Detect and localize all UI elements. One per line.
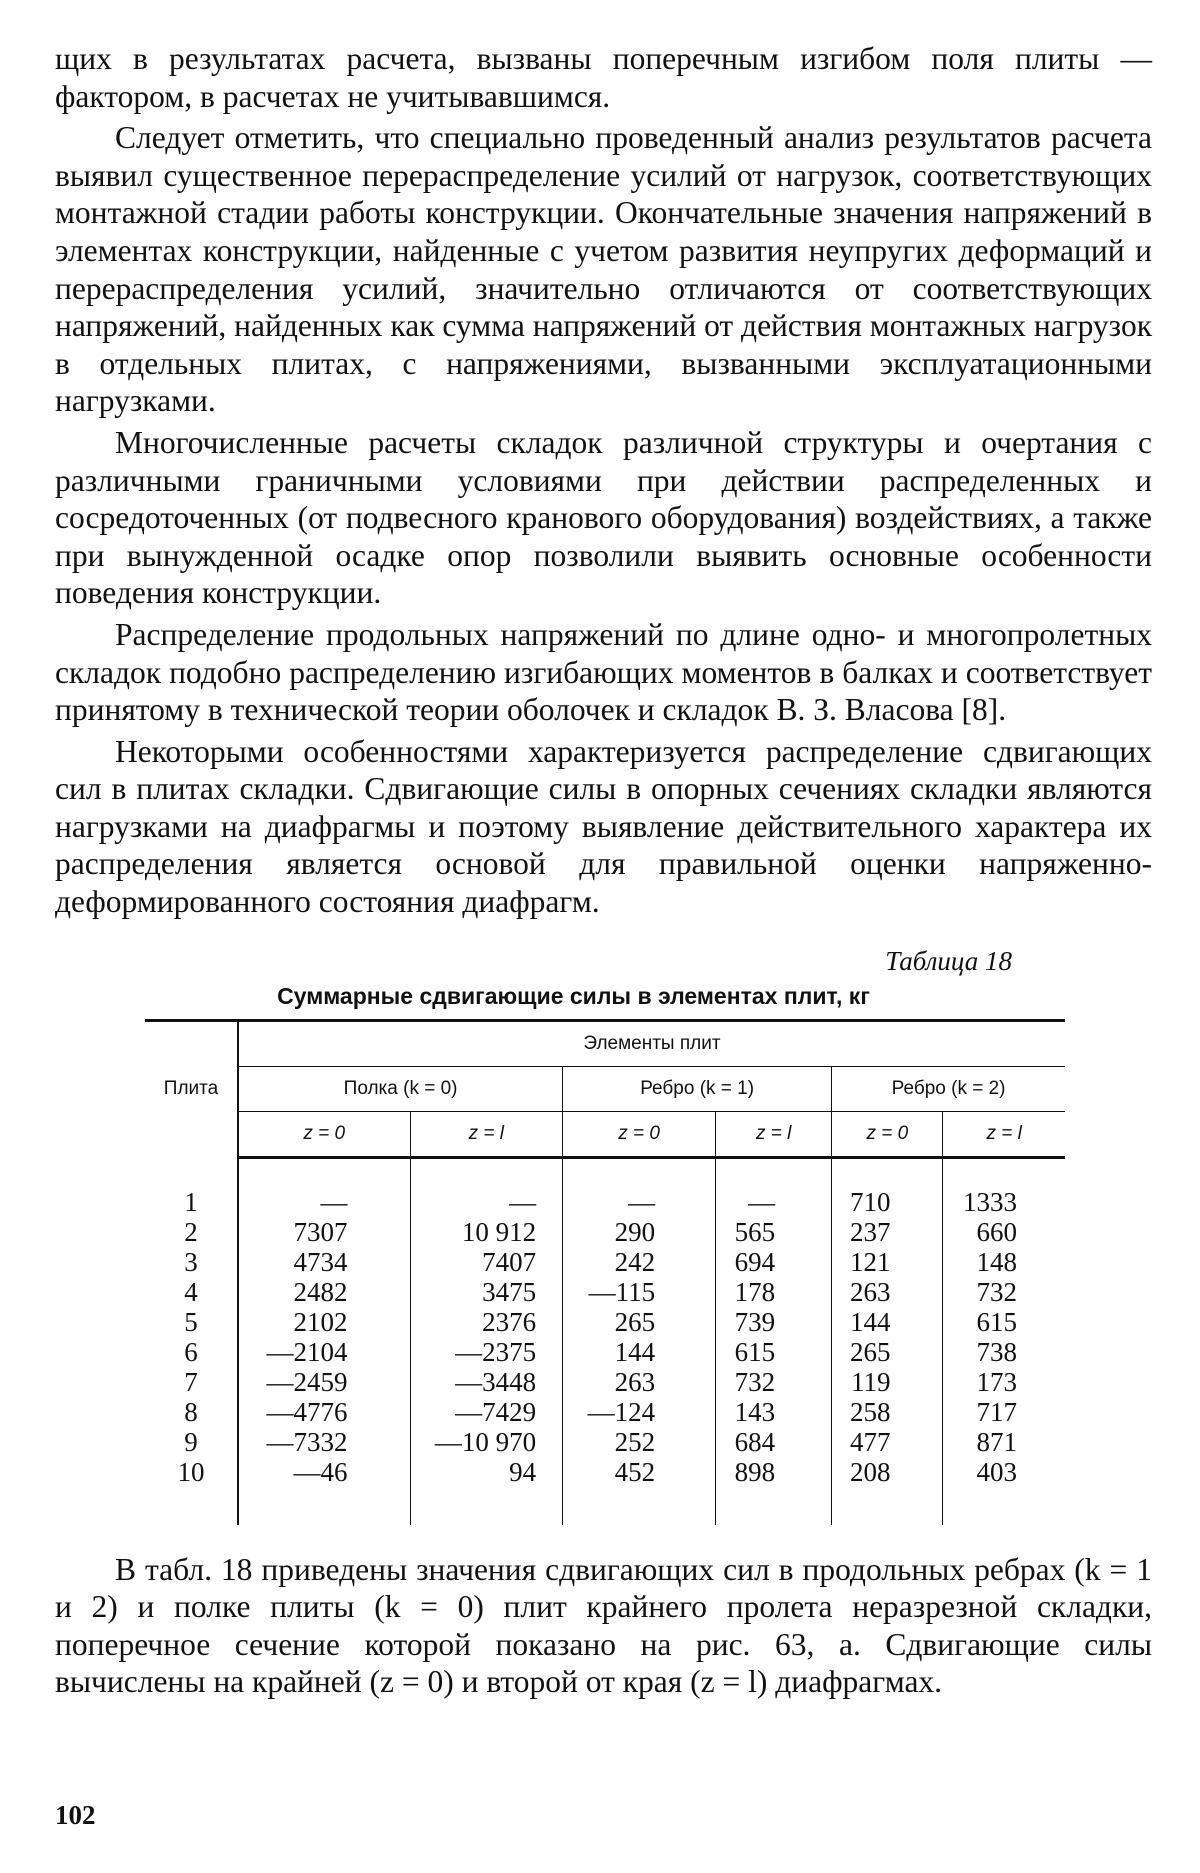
table-row bbox=[145, 1367, 1065, 1397]
value-cell: 242 bbox=[563, 1247, 716, 1277]
subheader-cell: z = l bbox=[716, 1111, 832, 1157]
subheader-cell: z = 0 bbox=[238, 1111, 410, 1157]
value-cell: 265 bbox=[563, 1307, 716, 1337]
value-cell: 717 bbox=[943, 1397, 1065, 1427]
value-cell: —46 bbox=[293, 1456, 348, 1487]
row-number-cell: 2 bbox=[145, 1217, 238, 1247]
value-cell: 178 bbox=[716, 1277, 832, 1307]
value-cell: 615 bbox=[943, 1307, 1065, 1337]
value-cell: 237 bbox=[832, 1217, 943, 1247]
value-cell: 144 bbox=[563, 1337, 716, 1367]
value-cell: —115 bbox=[563, 1277, 716, 1307]
value-cell: 143 bbox=[716, 1397, 832, 1427]
subheader-cell: z = 0 bbox=[563, 1111, 716, 1157]
column-header-plita: Плита bbox=[145, 1020, 238, 1157]
paragraph-4: Распределение продольных напряжений по длине одно- и многопролетных складок подобно распределению изгибающих моментов в балках и соответствует принятому в технической теории оболочек и складок В. З. Власова [8]. bbox=[55, 616, 1152, 728]
value-cell: 738 bbox=[943, 1337, 1065, 1367]
value-cell: 898 bbox=[716, 1457, 832, 1487]
table-title: Суммарные сдвигающие силы в элементах плит, кг bbox=[277, 982, 870, 1009]
subheader-cell: z = l bbox=[410, 1111, 563, 1157]
value-cell: 2482 bbox=[293, 1276, 348, 1307]
value-cell: 871 bbox=[943, 1427, 1065, 1457]
value-cell: 144 bbox=[832, 1307, 943, 1337]
value-cell: 252 bbox=[563, 1427, 716, 1457]
value-cell: 694 bbox=[716, 1247, 832, 1277]
value-cell: 4734 bbox=[293, 1246, 348, 1277]
table-row bbox=[145, 1337, 1065, 1367]
value-cell: — bbox=[320, 1186, 348, 1217]
value-cell: —2459 bbox=[266, 1366, 348, 1397]
value-cell: —2104 bbox=[266, 1336, 348, 1367]
row-number-cell: 3 bbox=[145, 1247, 238, 1277]
row-number-cell: 5 bbox=[145, 1307, 238, 1337]
table-spacer bbox=[145, 1487, 1065, 1525]
table-row bbox=[145, 1277, 1065, 1307]
value-cell: 3475 bbox=[410, 1277, 563, 1307]
row-number-cell: 10 bbox=[145, 1457, 238, 1487]
value-cell: 258 bbox=[832, 1397, 943, 1427]
value-cell: 265 bbox=[832, 1337, 943, 1367]
value-cell: 565 bbox=[716, 1217, 832, 1247]
value-cell: 290 bbox=[563, 1217, 716, 1247]
table-row bbox=[145, 1247, 1065, 1277]
row-number-cell: 6 bbox=[145, 1337, 238, 1367]
value-cell: 7407 bbox=[410, 1247, 563, 1277]
value-cell: 208 bbox=[832, 1457, 943, 1487]
value-cell: —10 970 bbox=[410, 1427, 563, 1457]
value-cell: — bbox=[716, 1187, 832, 1217]
paragraph-5: Некоторыми особенностями характеризуется распределение сдвигающих сил в плитах складки. Сдвигающие силы в опорных сечениях складки являются нагрузками на диафрагмы и поэтому выявление действительного характера их распределения является основой для правильной оценки напряженно-деформированного состояния диафрагм. bbox=[55, 733, 1152, 920]
value-cell: 7307 bbox=[293, 1216, 348, 1247]
value-cell: —124 bbox=[563, 1397, 716, 1427]
value-cell: —7429 bbox=[410, 1397, 563, 1427]
row-number-cell: 8 bbox=[145, 1397, 238, 1427]
table-row bbox=[145, 1217, 1065, 1247]
value-cell: —2375 bbox=[410, 1337, 563, 1367]
row-number-cell: 4 bbox=[145, 1277, 238, 1307]
row-number-cell: 9 bbox=[145, 1427, 238, 1457]
value-cell: —7332 bbox=[266, 1426, 348, 1457]
subheader-cell: z = l bbox=[943, 1111, 1065, 1157]
value-cell: 121 bbox=[832, 1247, 943, 1277]
group-header-elements: Элементы плит bbox=[238, 1020, 1065, 1066]
value-cell: 2102 bbox=[293, 1306, 348, 1337]
row-number-cell: 1 bbox=[145, 1187, 238, 1217]
table-row bbox=[145, 1187, 1065, 1217]
value-cell: 119 bbox=[832, 1367, 943, 1397]
value-cell: 1333 bbox=[943, 1187, 1065, 1217]
table-caption: Таблица 18 bbox=[885, 945, 1012, 976]
value-cell: 615 bbox=[716, 1337, 832, 1367]
table-body bbox=[145, 1157, 1065, 1525]
value-cell: 173 bbox=[943, 1367, 1065, 1397]
paragraph-after-table: В табл. 18 приведены значения сдвигающих сил в продольных ребрах (k = 1 и 2) и полке плиты (k = 0) плит крайнего пролета неразрезной складки, поперечное сечение которой показано на рис. 63, а. Сдвигающие силы вычислены на крайней (z = 0) и второй от края (z = l) диафрагмах. bbox=[55, 1551, 1152, 1700]
group-header-polka: Полка (k = 0) bbox=[238, 1066, 563, 1111]
value-cell: —4776 bbox=[266, 1396, 348, 1427]
table-row bbox=[145, 1307, 1065, 1337]
value-cell: 263 bbox=[563, 1367, 716, 1397]
value-cell: 2376 bbox=[410, 1307, 563, 1337]
value-cell: 477 bbox=[832, 1427, 943, 1457]
value-cell: —3448 bbox=[410, 1367, 563, 1397]
value-cell: — bbox=[410, 1187, 563, 1217]
value-cell: 739 bbox=[716, 1307, 832, 1337]
value-cell: 452 bbox=[563, 1457, 716, 1487]
group-header-rebro-1: Ребро (k = 1) bbox=[563, 1066, 832, 1111]
value-cell: 732 bbox=[943, 1277, 1065, 1307]
value-cell: 94 bbox=[410, 1457, 563, 1487]
value-cell: 10 912 bbox=[410, 1217, 563, 1247]
paragraph-2: Следует отметить, что специально проведенный анализ результатов расчета выявил существенное перераспределение усилий от нагрузок, соответствующих монтажной стадии работы конструкции. Окончательные значения напряжений в элементах конструкции, найденные с учетом развития неупругих деформаций и перераспределения усилий, значительно отличаются от соответствующих напряжений, найденных как сумма напряжений от действия монтажных нагрузок в отдельных плитах, с напряжениями, вызванными эксплуатационными нагрузками. bbox=[55, 120, 1152, 419]
shear-forces-table bbox=[145, 1019, 1065, 1525]
row-number-cell: 7 bbox=[145, 1367, 238, 1397]
value-cell: 710 bbox=[832, 1187, 943, 1217]
value-cell: — bbox=[563, 1187, 716, 1217]
table-row bbox=[145, 1427, 1065, 1457]
table-row bbox=[145, 1457, 1065, 1487]
page-number: 102 bbox=[55, 1800, 96, 1830]
value-cell: 684 bbox=[716, 1427, 832, 1457]
value-cell: 660 bbox=[943, 1217, 1065, 1247]
value-cell: 403 bbox=[943, 1457, 1065, 1487]
value-cell: 263 bbox=[832, 1277, 943, 1307]
table-row bbox=[145, 1397, 1065, 1427]
page-content bbox=[55, 40, 1152, 1701]
group-header-rebro-2: Ребро (k = 2) bbox=[832, 1066, 1065, 1111]
paragraph-3: Многочисленные расчеты складок различной структуры и очертания с различными граничными условиями при действии распределенных и сосредоточенных (от подвесного кранового оборудования) воздействиях, а также при вынужденной осадке опор позволили выявить основные особенности поведения конструкции. bbox=[55, 424, 1152, 611]
value-cell: 732 bbox=[716, 1367, 832, 1397]
subheader-cell: z = 0 bbox=[832, 1111, 943, 1157]
paragraph-1: щих в результатах расчета, вызваны поперечным изгибом поля плиты — фактором, в расчетах не учитывавшимся. bbox=[55, 41, 1152, 114]
value-cell: 148 bbox=[943, 1247, 1065, 1277]
table-spacer bbox=[145, 1157, 1065, 1187]
